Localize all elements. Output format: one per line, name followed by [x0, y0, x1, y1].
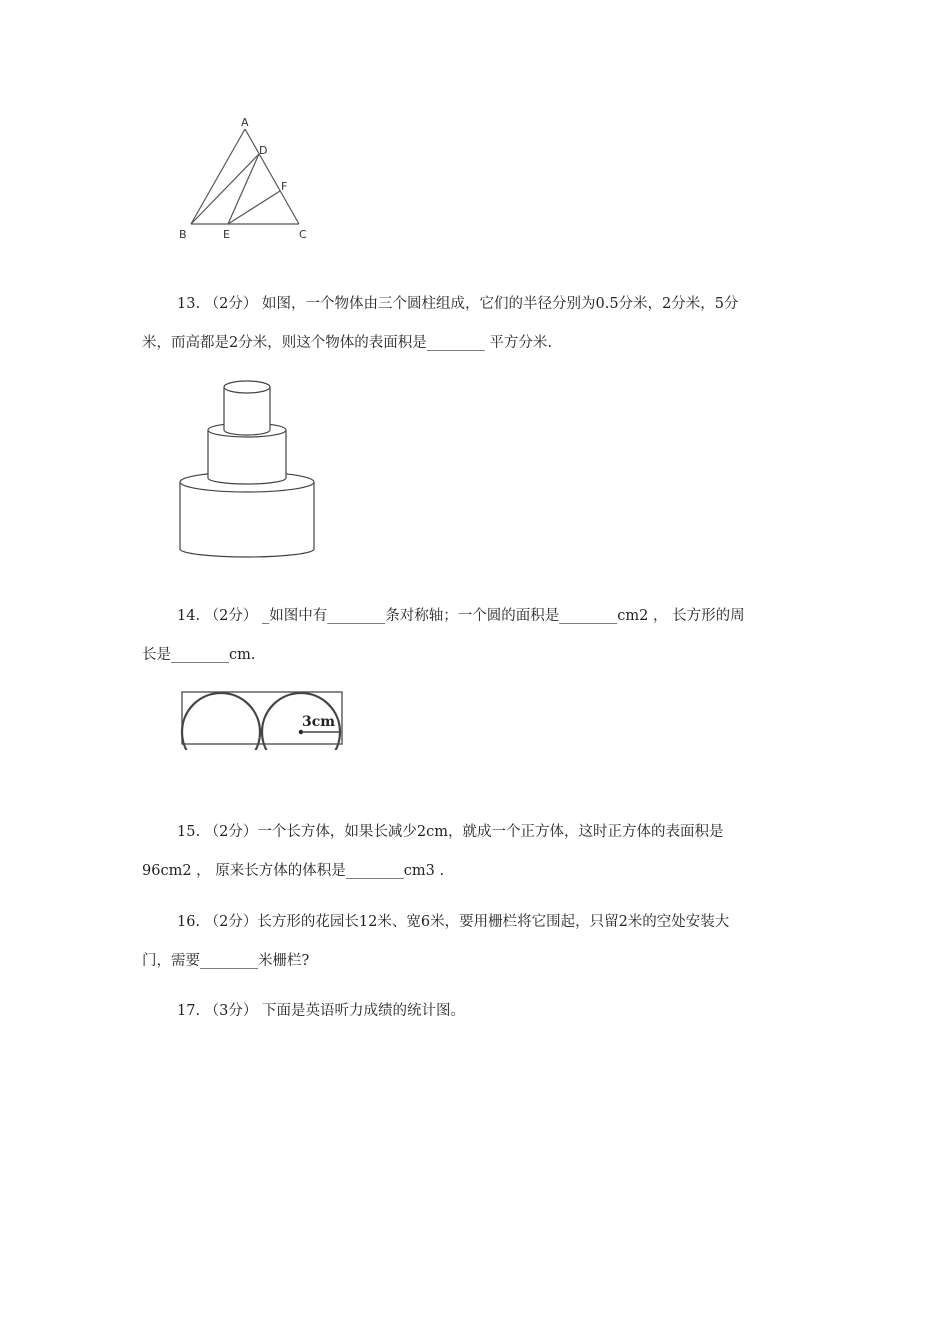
stacked-cylinders-figure: [170, 375, 330, 565]
question-14: [142, 597, 810, 675]
radius-label: 3cm: [302, 714, 336, 730]
label-a: A: [241, 116, 249, 129]
label-c: C: [299, 228, 307, 241]
middle-cylinder-body: [208, 430, 286, 484]
rectangle-circles-figure: [178, 688, 348, 750]
question-13-line-1: 13. （2分） 如图，一个物体由三个圆柱组成，它们的半径分别为0.5分米，2分米，5分: [177, 296, 739, 312]
label-b: B: [179, 228, 187, 241]
question-15-line-2: 96cm2 ， 原来长方体的体积是________cm3 .: [142, 863, 445, 879]
label-e: E: [223, 228, 230, 241]
question-13: [142, 285, 810, 363]
triangle-figure: [170, 110, 320, 245]
left-circle: [182, 693, 260, 750]
question-14-line-2: 长是________cm.: [142, 647, 256, 663]
question-17: [142, 992, 810, 1031]
question-16-line-1: 16. （2分）长方形的花园长12米、宽6米，要用栅栏将它围起，只留2米的空处安装大: [177, 914, 730, 930]
question-16-line-2: 门，需要________米栅栏?: [142, 953, 310, 969]
top-cylinder-top: [224, 381, 270, 393]
question-15-line-1: 15. （2分）一个长方体，如果长减少2cm，就成一个正方体，这时正方体的表面积是: [177, 824, 724, 840]
question-14-line-1: 14. （2分） _如图中有________条对称轴；一个圆的面积是________cm2 ， 长方形的周: [177, 608, 745, 624]
segment-ac: [245, 129, 299, 224]
question-15: [142, 813, 810, 891]
top-cylinder-body: [224, 387, 270, 435]
question-16: [142, 903, 810, 981]
label-d: D: [259, 144, 268, 157]
question-13-line-2: 米，而高都是2分米，则这个物体的表面积是________ 平方分米.: [142, 335, 552, 351]
bottom-cylinder-body: [180, 482, 314, 557]
question-17-line-1: 17. （3分） 下面是英语听力成绩的统计图。: [177, 1003, 466, 1019]
label-f: F: [281, 180, 288, 193]
